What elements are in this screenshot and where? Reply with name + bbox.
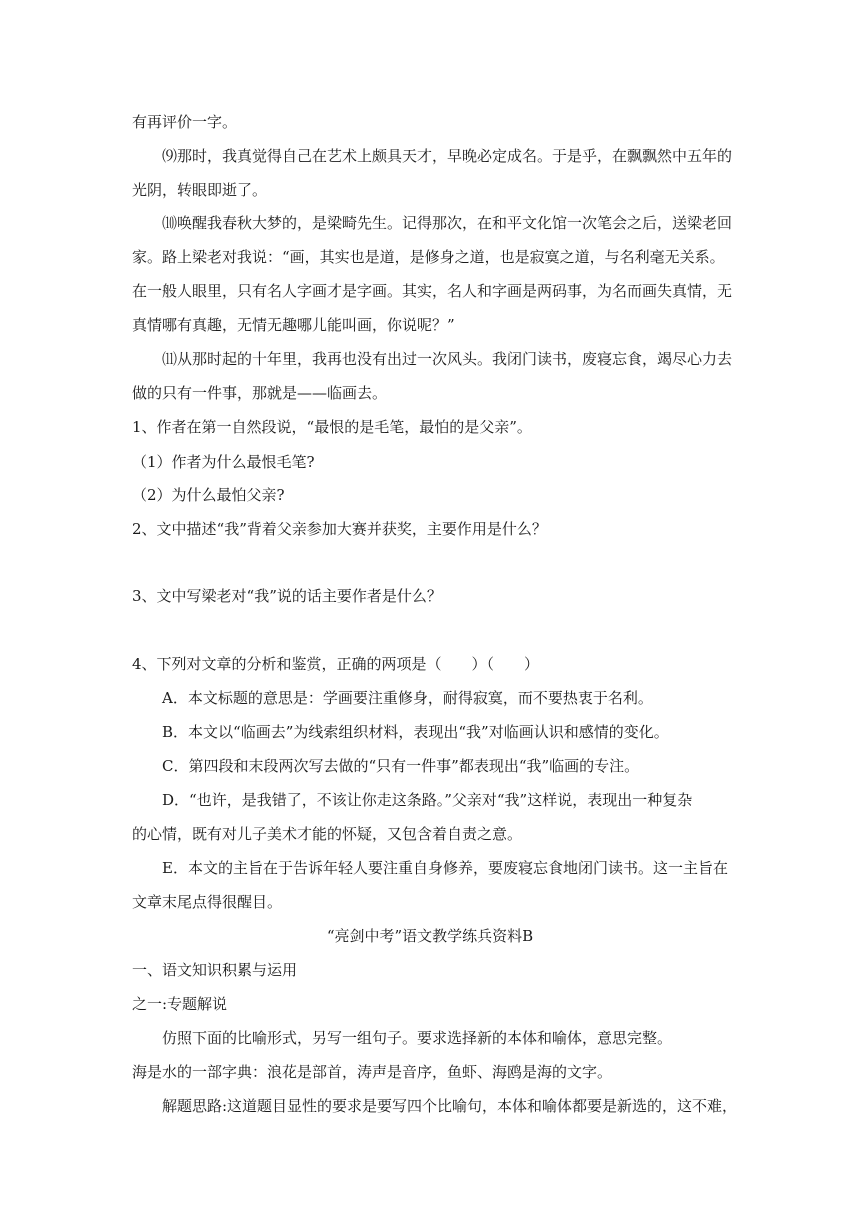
paragraph-9-line: ⑼那时，我真觉得自己在艺术上颇具天才，早晚必定成名。于是乎，在飘飘然中五年的 bbox=[162, 147, 733, 165]
exercise-instruction: 仿照下面的比喻形式，另写一组句子。要求选择新的本体和喻体，意思完整。 bbox=[162, 1029, 673, 1047]
text-line: 真情哪有真趣，无情无趣哪儿能叫画，你说呢？” bbox=[132, 316, 455, 334]
option-a: A．本文标题的意思是：学画要注重修身，耐得寂寞，而不要热衷于名利。 bbox=[162, 689, 653, 707]
subsection-heading: 之一:专题解说 bbox=[132, 995, 228, 1013]
option-c: C．第四段和末段两次写去做的“只有一件事”都表现出“我”临画的专注。 bbox=[162, 757, 640, 775]
exercise-example: 海是水的一部字典：浪花是部首，涛声是音序，鱼虾、海鸥是海的文字。 bbox=[132, 1063, 613, 1081]
question-3: 3、文中写梁老对“我”说的话主要作者是什么？ bbox=[132, 587, 442, 605]
text-line: 在一般人眼里，只有名人字画才是字画。其实，名人和字画是两码事，为名而画失真情，无 bbox=[132, 282, 733, 300]
text-line: 光阴，转眼即逝了。 bbox=[132, 181, 268, 199]
text-line: 做的只有一件事，那就是——临画去。 bbox=[132, 384, 388, 402]
question-1-2: （2）为什么最怕父亲? bbox=[132, 486, 285, 504]
option-b: B．本文以“临画去”为线索组织材料，表现出“我”对临画认识和感情的变化。 bbox=[162, 723, 669, 741]
question-1: 1、作者在第一自然段说，“最恨的是毛笔，最怕的是父亲”。 bbox=[132, 418, 532, 436]
text-line: 家。路上梁老对我说：“画，其实也是道，是修身之道，也是寂寞之道，与名利毫无关系。 bbox=[132, 248, 725, 266]
option-d: D．“也许，是我错了，不该让你走这条路。”父亲对“我”这样说，表现出一种复杂 bbox=[162, 791, 693, 809]
question-1-1: （1）作者为什么最恨毛笔? bbox=[132, 453, 315, 471]
section-heading: 一、语文知识积累与运用 bbox=[132, 961, 298, 979]
paragraph-10-line: ⑽唤醒我春秋大梦的，是梁畸先生。记得那次，在和平文化馆一次笔会之后，送梁老回 bbox=[162, 214, 733, 232]
question-4: 4、下列对文章的分析和鉴赏，正确的两项是（ ）（ ） bbox=[132, 655, 540, 673]
option-d-continued: 的心情，既有对儿子美术才能的怀疑，又包含着自责之意。 bbox=[132, 825, 523, 843]
question-2: 2、文中描述“我”背着父亲参加大赛并获奖，主要作用是什么？ bbox=[132, 520, 547, 538]
option-e-continued: 文章末尾点得很醒目。 bbox=[132, 893, 283, 911]
text-line: 有再评价一字。 bbox=[132, 113, 238, 131]
solution-line: 解题思路:这道题目显性的要求是要写四个比喻句，本体和喻体都要是新选的，这不难， bbox=[162, 1097, 738, 1115]
paragraph-11-line: ⑾从那时起的十年里，我再也没有出过一次风头。我闭门读书，废寝忘食，竭尽心力去 bbox=[162, 350, 733, 368]
option-e: E．本文的主旨在于告诉年轻人要注重自身修养，要废寝忘食地闭门读书。这一主旨在 bbox=[162, 859, 728, 877]
section-title: “亮剑中考”语文教学练兵资料B bbox=[326, 927, 534, 945]
